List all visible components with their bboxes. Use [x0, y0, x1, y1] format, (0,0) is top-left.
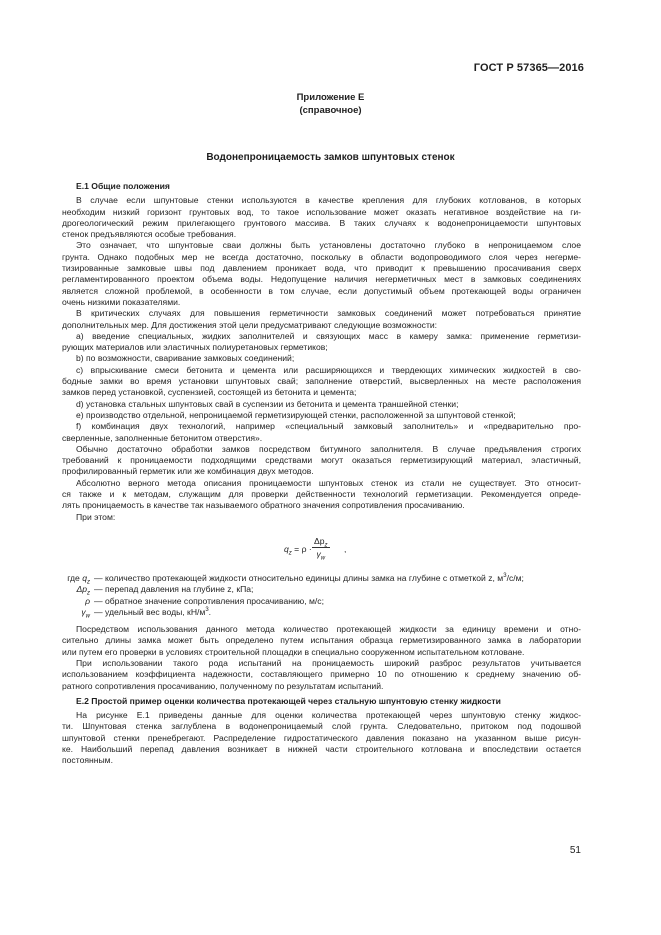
definition-row [62, 584, 581, 595]
list-item [62, 331, 581, 354]
text-line: является сложной проблемой, в особенности в том случае, если допустимый объем протекающей воды ограничен [62, 285, 581, 296]
text-line: постоянным. [62, 755, 113, 766]
text-line: На рисунке Е.1 приведены данные для оценки количества протекающей через шпунтовую стенку жидкос- [76, 710, 581, 721]
text-line: Посредством использования данного метода количество протекающей жидкости за единицу времени и отно- [76, 624, 581, 635]
text-line: е) производство отдельной, непроницаемой герметизирующей стенки, расположенной за шпунтовой стенкой; [76, 409, 516, 420]
text-line: шпунтовой стенки пренебрегают. Распределение гидростатического давления показано на указанном выше рисун- [62, 732, 581, 743]
definition-row [62, 607, 581, 618]
text-line: требований к проницаемости подходящими средствами могут оказаться герметизирующий материал, эластичный, [62, 455, 581, 466]
text-line: f) комбинация двух технологий, например «специальный замковый заполнитель» и «предварительно про- [76, 421, 581, 432]
text-line: сительно длины замка может быть определено путем испытания образца герметизированного замка в лаборатории [62, 635, 581, 646]
text-line: лять проницаемость в качестве так называемого обратного значения сопротивления просачиванию. [62, 500, 465, 511]
formula [62, 536, 581, 562]
list-item [62, 353, 581, 364]
appendix-note: (справочное) [299, 105, 362, 116]
text-line: стенок предъявляются особые требования. [62, 229, 237, 240]
text-line: При использовании такого рода испытаний на проницаемость широкий разброс результатов учитывается [76, 657, 581, 668]
paragraph [62, 658, 581, 692]
document-title: Водонепроницаемость замков шпунтовых стенок [206, 152, 455, 163]
paragraph [62, 240, 581, 308]
paragraph [62, 478, 581, 512]
text-line: тизированные замковые швы под давлением проникает вода, что приводит к превышению просачивания сверх [62, 263, 581, 274]
text-line: Обычно достаточно обработки замков посредством битумного заполнителя. В случае предъявления строгих [76, 443, 581, 454]
definition-symbol: где $q_z$ [67, 572, 90, 586]
text-line: профилированный герметик или же комбинация двух методов. [62, 466, 314, 477]
text-line: а) введение специальных, жидких заполнителей и связующих масс в камеру замка: применение герметизи- [76, 330, 581, 341]
definition-text: — перепад давления на глубине z, кПа; [94, 584, 254, 595]
standard-code: ГОСТ Р 57365—2016 [473, 62, 584, 74]
formula-tail: , [344, 543, 347, 554]
list-item [62, 399, 581, 410]
definition-text: — удельный вес воды, $кН/м^3$. [94, 606, 212, 617]
text-line: регламентированного проектом объема воды. Недопущение наличия негерметичных мест в замковых соединениях [62, 274, 581, 285]
text-line: В критических случаях для повышения герметичности замковых соединений может потребоваться принятие [76, 308, 581, 319]
formula-lhs: $q_z = \rho$ · [284, 543, 312, 557]
definition-text: — количество протекающей жидкости относительно единицы длины замка на глубине с отметкой z, $м^3/с/м$; [94, 572, 524, 583]
text-line: дополнительных мер. Для достижения этой цели предусматривают следующие возможности: [62, 319, 438, 330]
text-line: ся также и к методам, служащим для проверки действенности технологий герметизации. Рекомендуется опреде- [62, 489, 581, 500]
variable-definitions [62, 573, 581, 618]
text-line: В случае если шпунтовые стенки используются в качестве крепления для глубоких котлованов, в которых [76, 195, 581, 206]
text-line: или путем его проверки в условиях строительной площадки в специально сооруженном испытательном котловане. [62, 646, 525, 657]
definition-row [62, 596, 581, 607]
text-line: замков перед установкой, суспензией, состоящей из бетонита и цемента; [62, 387, 357, 398]
list-item [62, 365, 581, 399]
text-line: очень низкими показателями. [62, 296, 181, 307]
definition-symbol: $\Delta p_z$ [76, 584, 90, 597]
formula-denominator: $\gamma_w$ [316, 548, 326, 562]
document-body [62, 181, 581, 767]
section-heading-e1: Е.1 Общие положения [76, 181, 170, 191]
text-line: дрогеологический режим прилегающего грунтового массива. В таких случаях к водонепроницаемости шпунтовых [62, 217, 581, 228]
list-item [62, 421, 581, 444]
text-line: сверленные, заполненные бетонитом отверстия». [62, 432, 263, 443]
list [62, 331, 581, 444]
paragraph [62, 444, 581, 478]
text-line: бодные замки во время установки шпунтовых свай; заполнение отверстий, высверленных на месте расположения [62, 376, 581, 387]
paragraph [62, 308, 581, 331]
paragraph [62, 195, 581, 240]
text-line: рующих материалов или эластичных полиуретановых герметиков; [62, 342, 328, 353]
text-line: b) по возможности, сваривание замковых соединений; [76, 353, 295, 364]
definition-text: — обратное значение сопротивления просачиванию, м/с; [94, 595, 324, 606]
appendix-header [0, 91, 661, 117]
section-heading-e2: Е.2 Простой пример оценки количества протекающей через стальную шпунтовую стенку жидкости [76, 695, 501, 706]
definition-symbol: $\gamma_w$ [81, 606, 90, 620]
text-line: грунта. Однако подобных мер не всегда достаточно, поскольку в области водопроводимого слоя через негерме- [62, 251, 581, 262]
text-line: с) впрыскивание смеси бетонита и цемента или расширяющихся и твердеющих химических жидкостей в сво- [76, 364, 581, 375]
text-line: ти. Шпунтовая стенка заглублена в водонепроницаемый слой грунта. Следовательно, притоком под подошвой [62, 721, 581, 732]
text-line: необходим низкий горизонт грунтовых вод, то такое использование может оказать негативное воздействие на ги- [62, 206, 581, 217]
paragraph [62, 710, 581, 766]
text-line: Абсолютно верного метода описания проницаемости шпунтовых стенок из стали не существует. Это относит- [76, 477, 581, 488]
text-line: ратного сопротивления просачиванию, полученному по результатам испытаний. [62, 680, 384, 691]
text-line: ке. Наибольший перепад давления возникает в нижней части строительного котлована и впоследствии остается [62, 744, 581, 755]
definition-symbol: ρ [85, 595, 90, 606]
text-line: Это означает, что шпунтовые сваи должны быть установлены достаточно глубоко в непроницаемом слое [76, 240, 581, 251]
formula-numerator: $\Delta p_z$ [314, 535, 328, 549]
text-line: использованием коэффициента надежности, составляющего примерно 10 по отношению к среднему значению об- [62, 669, 581, 680]
definition-row [62, 573, 581, 584]
list-item [62, 410, 581, 421]
text-line: d) установка стальных шпунтовых свай в суспензии из бетонита и цемента траншейной стенки; [76, 398, 459, 409]
page-number: 51 [569, 845, 581, 856]
formula-fraction [312, 536, 330, 560]
appendix-title: Приложение Е [296, 92, 365, 103]
text-line: При этом: [76, 511, 116, 522]
paragraph [62, 624, 581, 658]
